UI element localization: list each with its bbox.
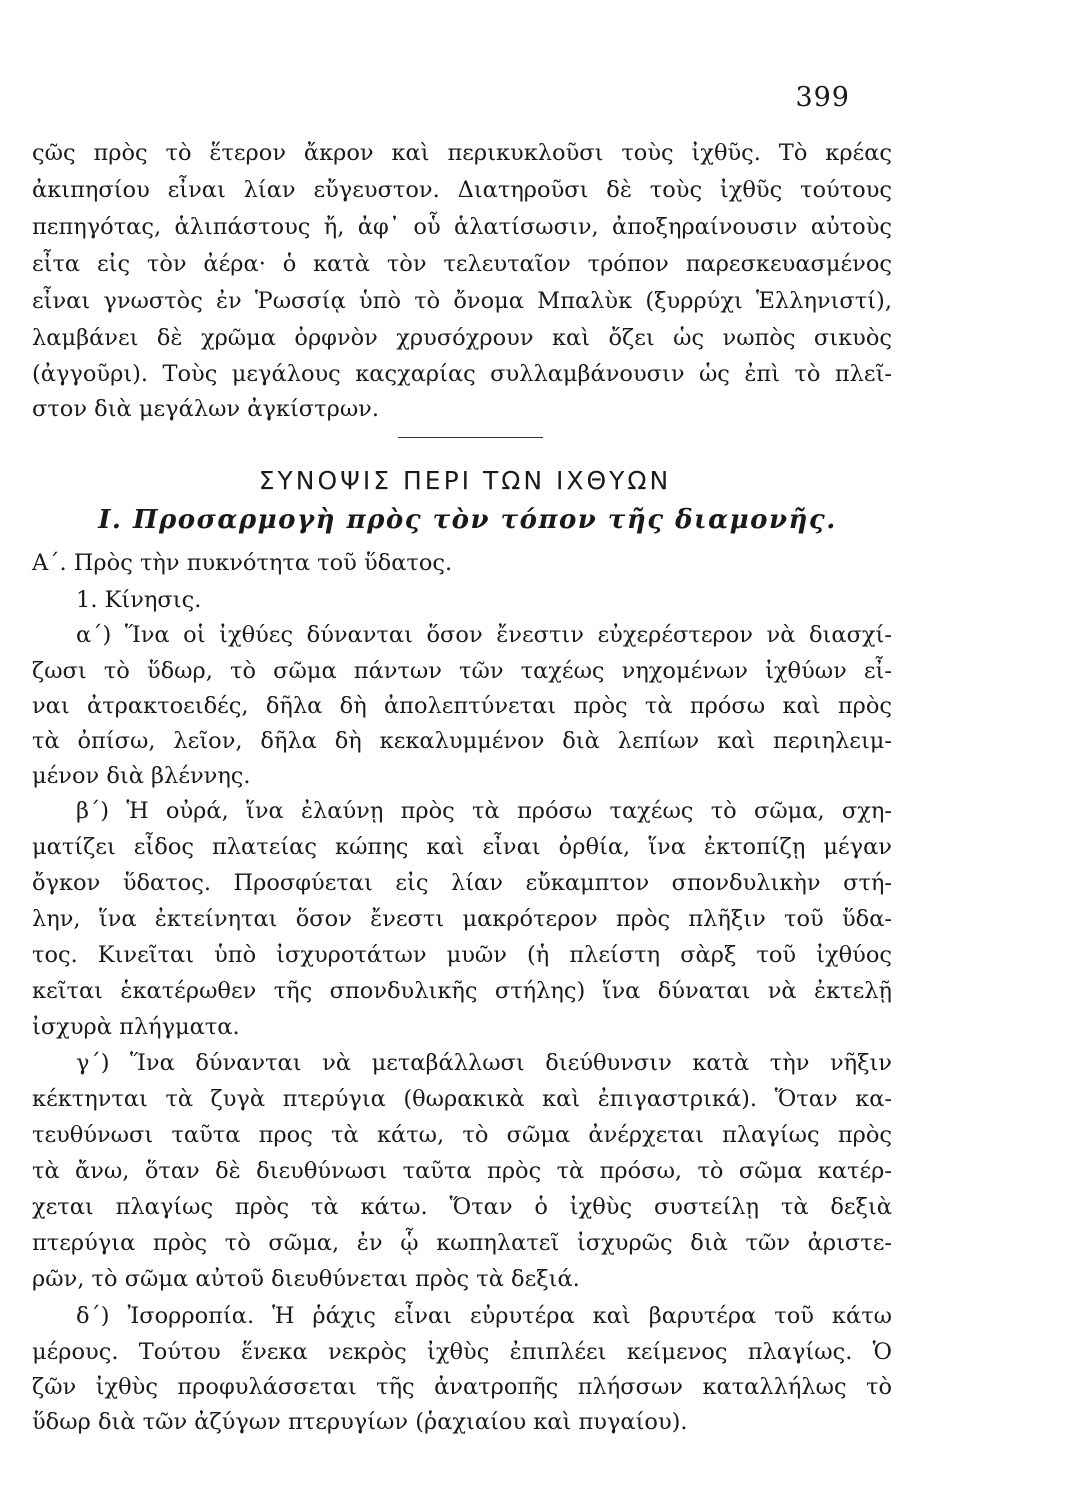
text-line: ναι ἀτρακτοειδές, δῆλα δὴ ἀπολεπτύνεται πρὸς τὰ πρόσω καὶ πρὸς	[32, 693, 892, 719]
text-line: ζωσι τὸ ὕδωρ, τὸ σῶμα πάντων τῶν ταχέως νηχομένων ἰχθύων εἶ-	[32, 658, 892, 684]
text-line: εἶναι γνωστὸς ἐν Ῥωσσίᾳ ὑπὸ τὸ ὄνομα Μπαλὺκ (ξυρρύχι Ἑλληνιστί),	[32, 288, 892, 314]
text-line: (ἀγγοῦρι). Τοὺς μεγάλους καςχαρίας συλλαμβάνουσιν ὡς ἐπὶ τὸ πλεῖ-	[32, 361, 892, 387]
section-title: ΣΥΝΟΨΙΣ ΠΕΡΙ ΤΩΝ ΙΧΘΥΩΝ	[258, 466, 672, 495]
text-line: πεπηγότας, ἁλιπάστους ἤ, ἀφ᾿ οὗ ἁλατίσωσιν, ἀποξηραίνουσιν αὐτοὺς	[32, 214, 892, 240]
heading-a: Α΄. Πρὸς τὴν πυκνότητα τοῦ ὕδατος.	[32, 550, 453, 576]
text-line: μέρους. Τούτου ἕνεκα νεκρὸς ἰχθὺς ἐπιπλέει κείμενος πλαγίως. Ὁ	[32, 1339, 892, 1365]
text-line: ὕδωρ διὰ τῶν ἀζύγων πτερυγίων (ῥαχιαίου καὶ πυγαίου).	[32, 1409, 688, 1435]
text-line: λαμβάνει δὲ χρῶμα ὀρφνὸν χρυσόχρουν καὶ ὄζει ὡς νωπὸς σικυὸς	[32, 325, 892, 351]
text-line: τευθύνωσι ταῦτα προς τὰ κάτω, τὸ σῶμα ἀνέρχεται πλαγίως πρὸς	[32, 1122, 892, 1148]
text-line: ἰσχυρὰ πλήγματα.	[32, 1014, 240, 1040]
section-divider	[398, 437, 543, 438]
text-line: β΄) Ἡ οὐρά, ἵνα ἐλαύνῃ πρὸς τὰ πρόσω ταχέως τὸ σῶμα, σχη-	[76, 798, 892, 824]
text-line: μένον διὰ βλέννης.	[32, 763, 251, 789]
text-line: τὰ ἄνω, ὅταν δὲ διευθύνωσι ταῦτα πρὸς τὰ πρόσω, τὸ σῶμα κατέρ-	[32, 1158, 892, 1184]
text-line: ςῶς πρὸς τὸ ἕτερον ἄκρον καὶ περικυκλοῦσι τοὺς ἰχθῦς. Τὸ κρέας	[32, 140, 892, 166]
text-line: ρῶν, τὸ σῶμα αὐτοῦ διευθύνεται πρὸς τὰ δεξιά.	[32, 1266, 580, 1292]
page-number: 399	[795, 82, 850, 113]
text-line: τος. Κινεῖται ὑπὸ ἰσχυροτάτων μυῶν (ἡ πλείστη σὰρξ τοῦ ἰχθύος	[32, 942, 892, 968]
text-line: κέκτηνται τὰ ζυγὰ πτερύγια (θωρακικὰ καὶ ἐπιγαστρικά). Ὅταν κα-	[32, 1086, 892, 1112]
text-line: ζῶν ἰχθὺς προφυλάσσεται τῆς ἀνατροπῆς πλήσσων καταλλήλως τὸ	[32, 1374, 892, 1400]
heading-1: 1. Κίνησις.	[76, 587, 202, 613]
text-line: γ΄) Ἵνα δύνανται νὰ μεταβάλλωσι διεύθυνσιν κατὰ τὴν νῆξιν	[76, 1050, 892, 1076]
text-line: ἀκιπησίου εἶναι λίαν εὔγευστον. Διατηροῦσι δὲ τοὺς ἰχθῦς τούτους	[32, 177, 892, 203]
text-line: κεῖται ἑκατέρωθεν τῆς σπονδυλικῆς στήλης) ἵνα δύναται νὰ ἐκτελῇ	[32, 978, 892, 1004]
text-line: ὄγκον ὕδατος. Προσφύεται εἰς λίαν εὔκαμπτον σπονδυλικὴν στή-	[32, 870, 892, 896]
text-line: ματίζει εἶδος πλατείας κώπης καὶ εἶναι ὀρθία, ἵνα ἐκτοπίζῃ μέγαν	[32, 834, 892, 860]
text-line: στον διὰ μεγάλων ἀγκίστρων.	[32, 396, 379, 422]
text-line: λην, ἵνα ἐκτείνηται ὅσον ἔνεστι μακρότερον πρὸς πλῆξιν τοῦ ὕδα-	[32, 906, 892, 932]
text-line: πτερύγια πρὸς τὸ σῶμα, ἐν ᾧ κωπηλατεῖ ἰσχυρῶς διὰ τῶν ἀριστε-	[32, 1230, 892, 1256]
text-line: α΄) Ἵνα οἱ ἰχθύες δύνανται ὅσον ἔνεστιν εὐχερέστερον νὰ διασχί-	[76, 622, 892, 648]
text-line: χεται πλαγίως πρὸς τὰ κάτω. Ὅταν ὁ ἰχθὺς συστείλῃ τὰ δεξιὰ	[32, 1194, 892, 1220]
text-line: εἶτα εἰς τὸν ἀέρα· ὁ κατὰ τὸν τελευταῖον τρόπον παρεσκευασμένος	[32, 251, 892, 277]
text-line: δ΄) Ἰσορροπία. Ἡ ῥάχις εἶναι εὐρυτέρα καὶ βαρυτέρα τοῦ κάτω	[76, 1303, 892, 1329]
subsection-title: I. Προσαρμογὴ πρὸς τὸν τόπον τῆς διαμονῆς.	[98, 505, 837, 535]
text-line: τὰ ὀπίσω, λεῖον, δῆλα δὴ κεκαλυμμένον διὰ λεπίων καὶ περιηλειμ-	[32, 728, 892, 754]
